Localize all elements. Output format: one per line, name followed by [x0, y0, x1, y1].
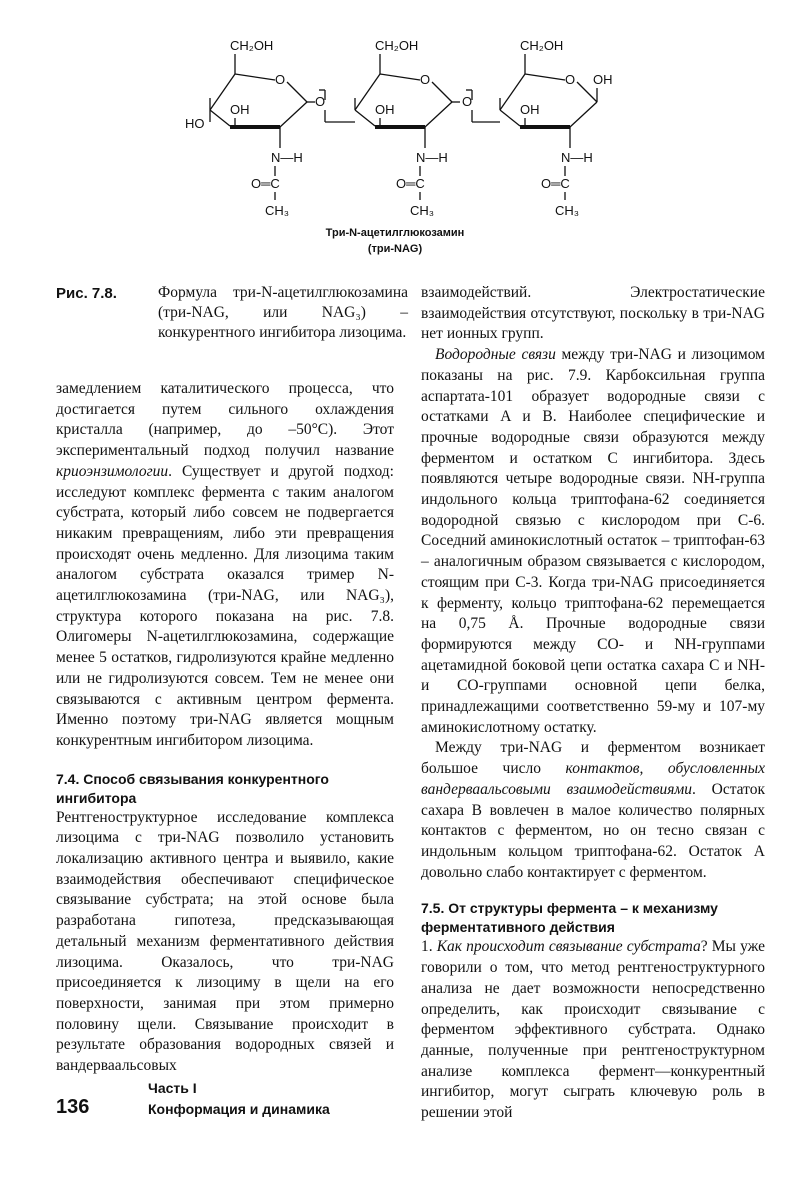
figure-label: Рис. 7.8. [56, 285, 117, 302]
oh-label: OH [520, 102, 540, 117]
ch3-label: CH₃ [410, 203, 435, 218]
figure-title: Три-N-ацетилглюкозамин [325, 227, 465, 239]
tri-nag-structure [175, 30, 615, 265]
part-label: Часть I [148, 1080, 197, 1096]
oh-label: OH [230, 102, 250, 117]
ho-label: HO [185, 116, 205, 131]
structure-figure [175, 30, 615, 265]
running-footer [148, 1078, 330, 1120]
paragraph: Водородные связи между три-NAG и лизоцимом показаны на рис. 7.9. Карбоксильная группа аспартата-101 образует водородные связи с остатками A и B. Наиболее специфические и прочные водородные связи образуются между ферментом и остатком C ингибитора. Здесь появляются четыре водородные связи. NH-группа индольного кольца триптофана-62 соединяется водородной связью с кислородом при C-6. Соседний аминокислотный остаток – триптофан-63 – аналогичным образом связывается с кислородом, стоящим при C-3. Когда три-NAG присоединяется к ферменту, кольцо триптофана-62 перемещается на 0,75 Å. Прочные водородные связи формируются между CO- и NH-группами ацетамидной боковой цепи остатка сахара C и NH- и CO-группами основной цепи белка, принадлежащими соответственно 59-му и 107-му аминокислотному остатку. [421, 346, 765, 736]
oh-label: OH [375, 102, 395, 117]
page-number: 136 [56, 1096, 90, 1118]
glycosidic-oxygen-2: O [462, 94, 473, 109]
ch2oh-label: CH₂OH [230, 38, 274, 53]
ring-oxygen: O [565, 72, 576, 87]
ch2oh-label: CH₂OH [375, 38, 419, 53]
right-column [421, 283, 765, 1124]
paragraph: замедлением каталитического процесса, что достигается путем сильного охлаждения кристалла (например, до –50°C). Этот экспериментальный подход получил название криоэнзимологии. Существует и другой подход: исследуют комплекс фермента с таким аналогом субстрата, который либо совсем не подвергается никаким превращениям, либо эти превращения происходят очень медленно. Для лизоцима таким аналогом субстрата оказался тример N-ацетилглюкозамина (три-NAG, или NAG₃), структура которого показана на рис. 7.8. Олигомеры N-ацетилглюкозамина, содержащие менее 5 остатков, гидролизуются крайне медленно или не гидролизуются совсем. Тем не менее они связываются с активным центром фермента. Именно поэтому три-NAG является мощным конкурентным ингибитором лизоцима. [56, 380, 394, 749]
paragraph: взаимодействий. Электростатические взаимодействия отсутствуют, поскольку в три-NAG нет ионных групп. [421, 284, 765, 343]
oh-label: OH [593, 72, 613, 87]
sugar-unit-c [500, 38, 613, 218]
paragraph: 1. Как происходит связывание субстрата? Мы уже говорили о том, что метод рентгеноструктурного анализа не дает возможности непосредственно определить, как происходит связывание с ферментом эффективного субстрата. Однако данные, полученные при рентгеноструктурном анализе комплекса фермент—конкурентный ингибитор, могут сыграть ключевую роль в решении этой [421, 938, 766, 1122]
ch3-label: CH₃ [265, 203, 290, 218]
sugar-unit-a [185, 38, 315, 218]
paragraph: Рентгеноструктурное исследование комплекса лизоцима с три-NAG позволило установить локализацию активного центра и выявило, какие взаимодействия обеспечивают специфическое связывание субстрата; на этой основе была разработана гипотеза, предсказывающая детальный механизм ферментативного действия лизоцима. Оказалось, что три-NAG присоединяется к лизоциму в щели на его поверхности, занимая при этом примерно половину щели. Связывание происходит в результате образования водородных связей и вандерваальсовых [56, 808, 394, 1075]
sugar-unit-b [355, 38, 460, 218]
nh-label: N—H [416, 150, 448, 165]
figure-subtitle: (три-NAG) [367, 243, 423, 255]
figure-caption: Формула три-N-ацетилглюкозамина (три-NAG, или NAG₃) – конкурентного ингибитора лизоцима. [158, 284, 408, 341]
section-heading: 7.5. От структуры фермента – к механизму ферментативного действия [421, 900, 718, 936]
paragraph: Между три-NAG и ферментом возникает большое число контактов, обусловленных вандерваальсовыми взаимодействиями. Остаток сахара B вовлечен в малое количество полярных контактов с ферментом, но он тесно связан с индольным кольцом триптофана-62. Остаток A довольно слабо контактирует с ферментом. [421, 739, 765, 881]
section-heading: 7.4. Способ связывания конкурентного ингибитора [56, 770, 329, 806]
nh-label: N—H [271, 150, 303, 165]
nh-label: N—H [561, 150, 593, 165]
ring-oxygen: O [420, 72, 431, 87]
co-label: O═C [541, 176, 570, 191]
ring-oxygen: O [275, 72, 286, 87]
co-label: O═C [251, 176, 280, 191]
glycosidic-oxygen-1: O [315, 94, 326, 109]
ch2oh-label: CH₂OH [520, 38, 564, 53]
left-column [56, 379, 394, 1077]
ch3-label: CH₃ [555, 203, 580, 218]
co-label: O═C [396, 176, 425, 191]
part-title: Конформация и динамика [148, 1101, 330, 1117]
